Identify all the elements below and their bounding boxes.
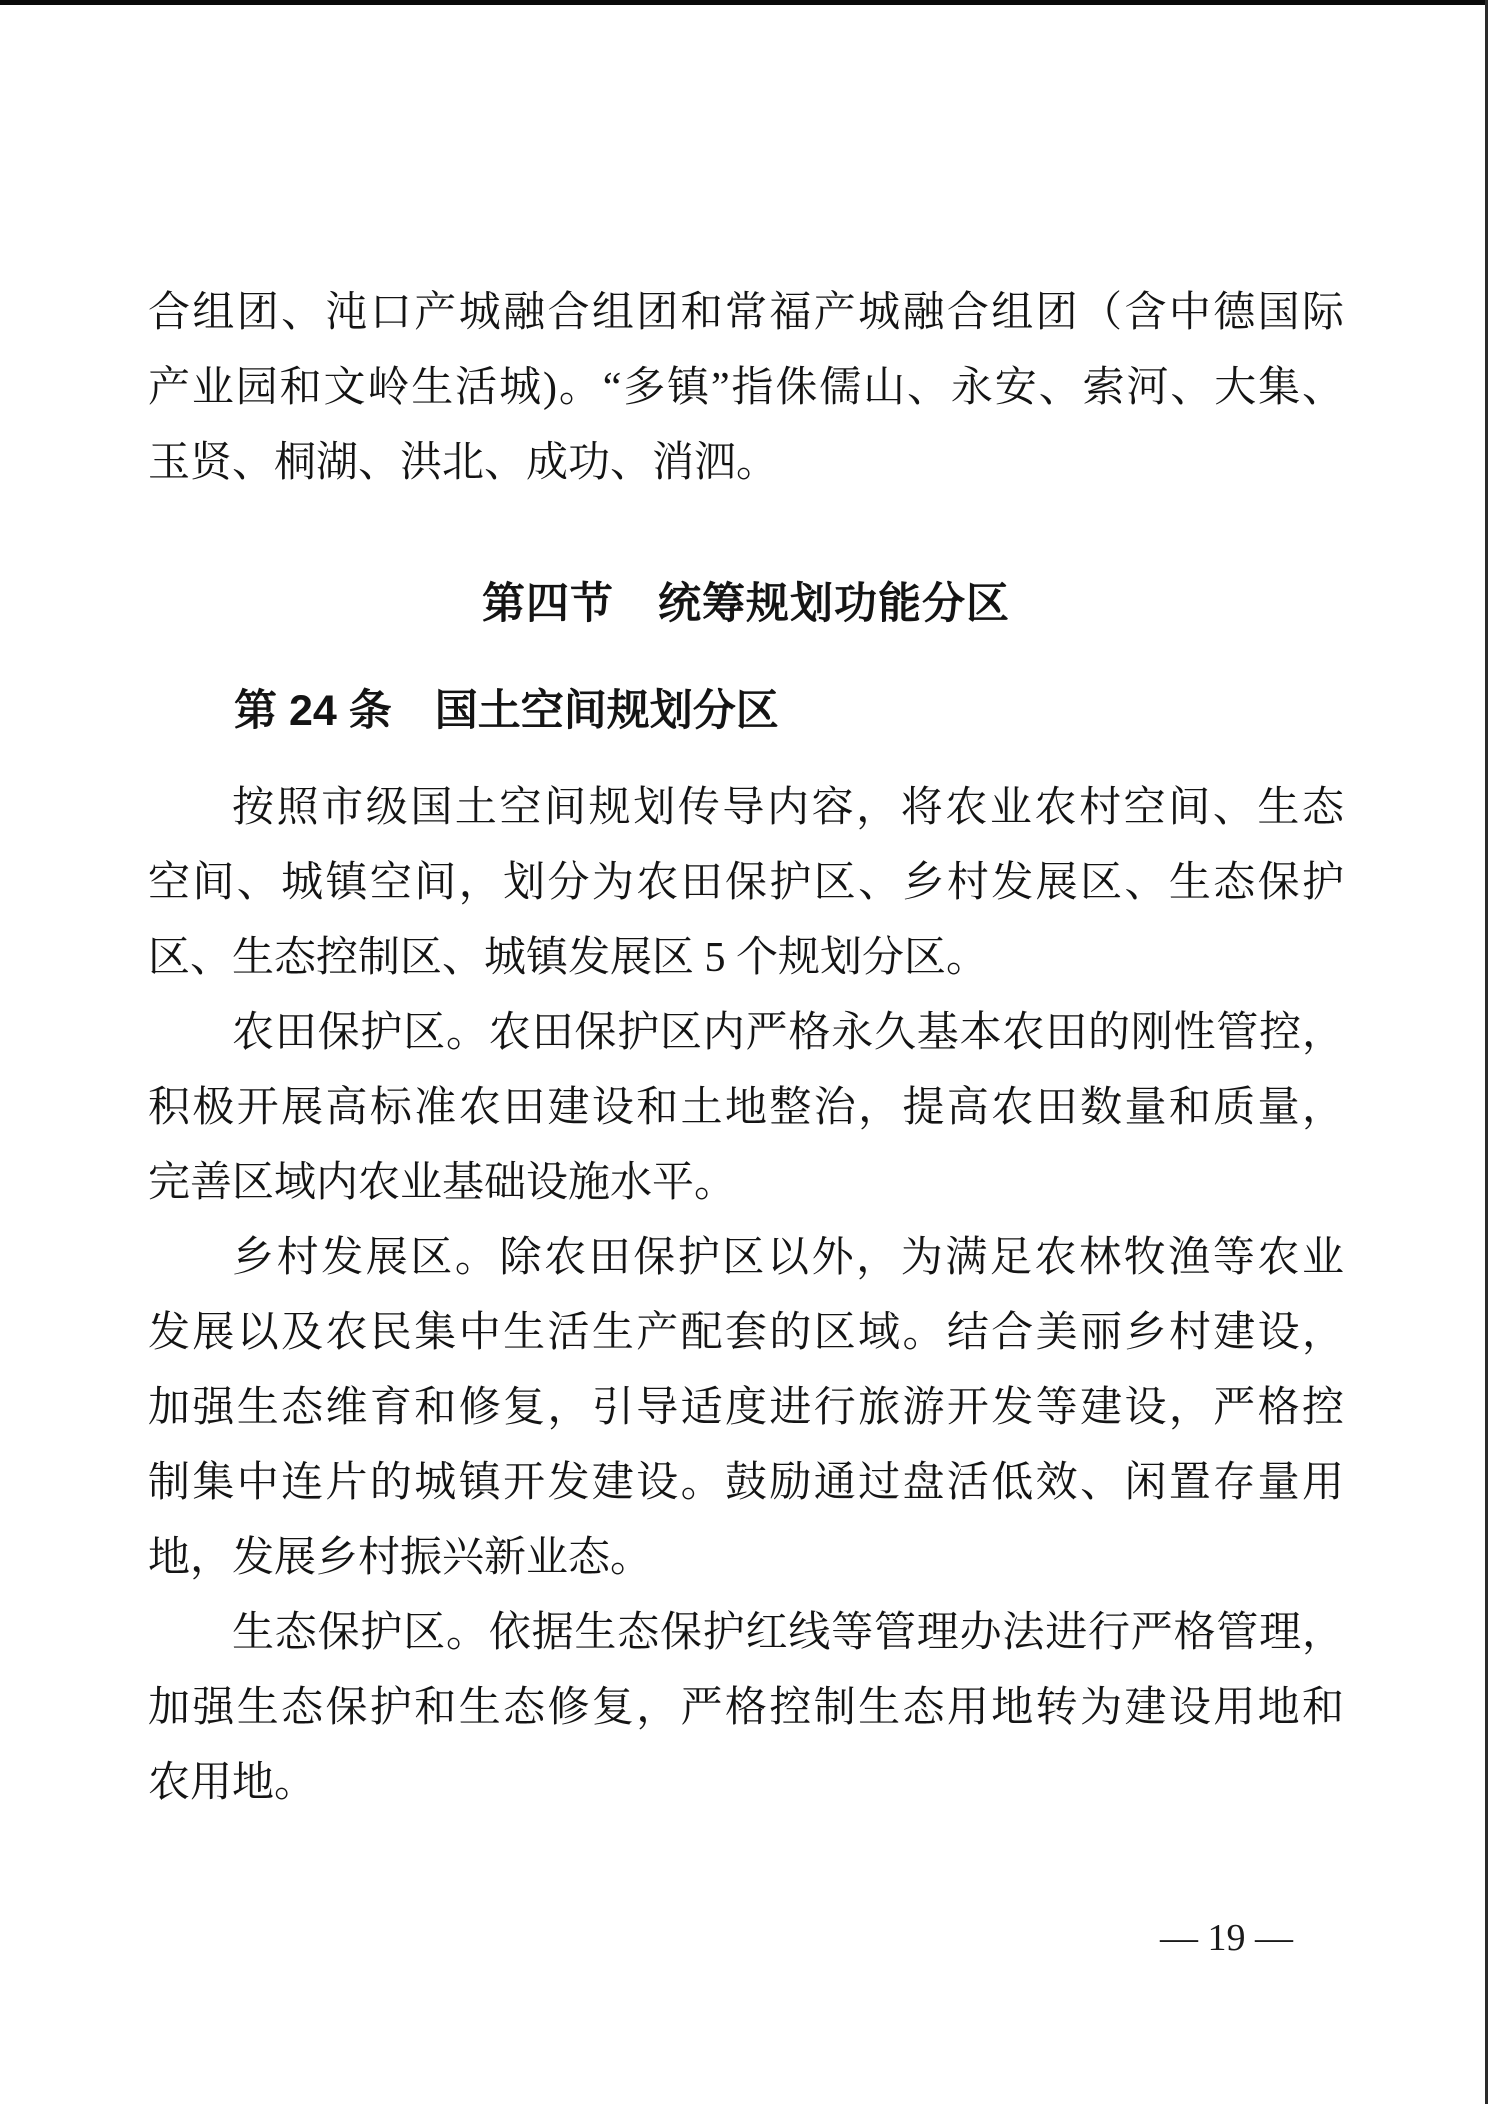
text-line: 区、生态控制区、城镇发展区 5 个规划分区。 [148, 935, 989, 981]
text-line: 空间、城镇空间，划分为农田保护区、乡村发展区、生态保护 [148, 860, 1344, 906]
text-line: 完善区域内农业基础设施水平。 [148, 1160, 737, 1206]
text-line: 生态保护区。依据生态保护红线等管理办法进行严格管理， [232, 1610, 1344, 1656]
text-line: 玉贤、桐湖、洪北、成功、消泗。 [148, 440, 779, 486]
article-heading: 第 24 条 国土空间规划分区 [234, 687, 779, 735]
text-line: 加强生态维育和修复，引导适度进行旅游开发等建设，严格控 [148, 1385, 1344, 1431]
document-body [148, 0, 1344, 1821]
text-line: 积极开展高标准农田建设和土地整治，提高农田数量和质量， [148, 1085, 1344, 1131]
text-line: 农田保护区。农田保护区内严格永久基本农田的刚性管控， [232, 1010, 1344, 1056]
section-heading: 第四节 统筹规划功能分区 [482, 580, 1010, 628]
text-line: 制集中连片的城镇开发建设。鼓励通过盘活低效、闲置存量用 [148, 1460, 1344, 1506]
paragraph-rural-development-zone [148, 1221, 1344, 1596]
page-number: — 19 — [1160, 1917, 1293, 1959]
text-line: 发展以及农民集中生活生产配套的区域。结合美丽乡村建设， [148, 1310, 1344, 1356]
text-line: 合组团、沌口产城融合组团和常福产城融合组团（含中德国际 [148, 290, 1344, 336]
paragraph-farmland-protection-zone [148, 996, 1344, 1221]
text-line: 农用地。 [148, 1760, 317, 1806]
text-line: 地，发展乡村振兴新业态。 [148, 1535, 653, 1581]
text-line: 按照市级国土空间规划传导内容，将农业农村空间、生态 [232, 785, 1344, 831]
text-line: 加强生态保护和生态修复，严格控制生态用地转为建设用地和 [148, 1685, 1344, 1731]
text-line: 产业园和文岭生活城)。“多镇”指侏儒山、永安、索河、大集、 [148, 365, 1344, 411]
paragraph-ecological-protection-zone [148, 1596, 1344, 1821]
paragraph-planning-zones [148, 771, 1344, 996]
text-line: 乡村发展区。除农田保护区以外，为满足农林牧渔等农业 [232, 1235, 1344, 1281]
continued-paragraph [148, 276, 1344, 501]
